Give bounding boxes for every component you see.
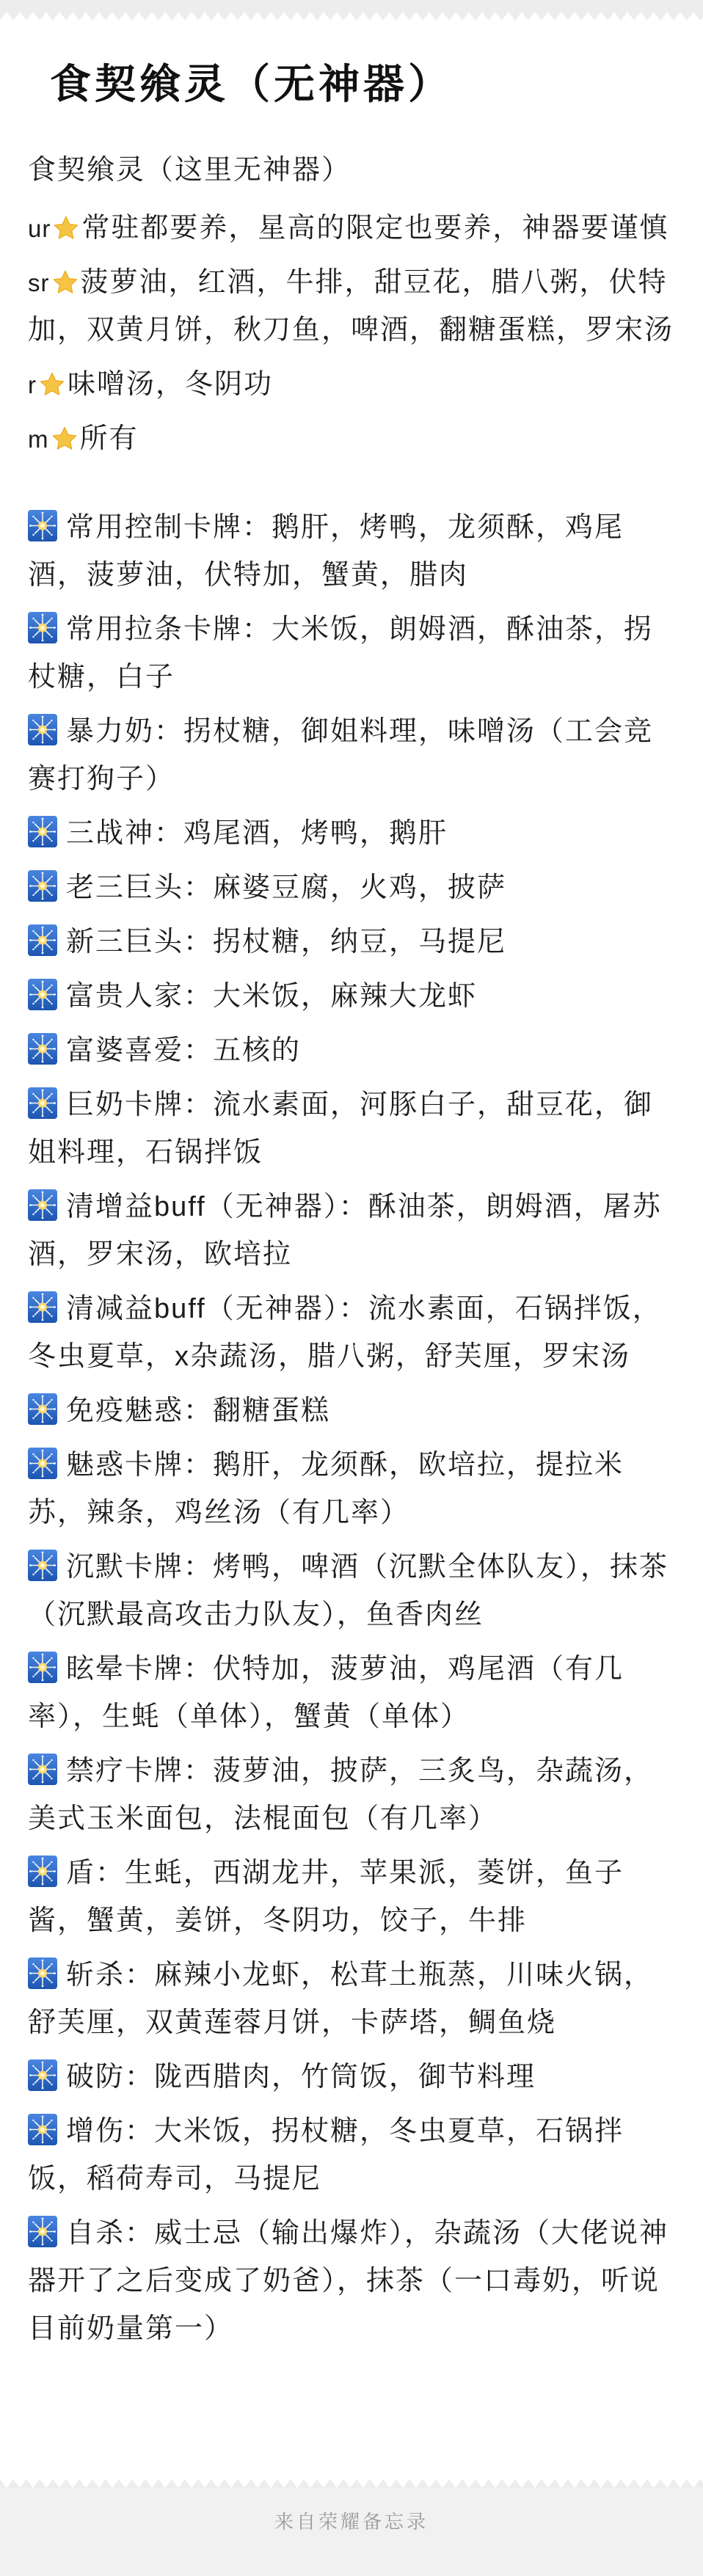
- list-item: [28, 1027, 675, 1075]
- bullet-text: 新三巨头：拐杖糖，纳豆，马提尼: [66, 927, 507, 957]
- list-item: [28, 606, 675, 701]
- list-item: [28, 810, 675, 858]
- bullet-text: 斩杀：麻辣小龙虾，松茸土瓶蒸，川味火锅，舒芙厘，双黄莲蓉月饼，卡萨塔，鲷鱼烧: [28, 1960, 654, 2038]
- rarity-note-line: [28, 259, 675, 354]
- page-background-band: [0, 0, 703, 12]
- rarity-notes-section: [28, 205, 675, 463]
- list-item: [28, 1748, 675, 1843]
- fireworks-icon: [28, 1450, 66, 1481]
- list-item: [28, 2108, 675, 2203]
- fireworks-icon: [28, 1552, 66, 1583]
- rarity-prefix: m: [28, 426, 49, 453]
- rarity-note-line: [28, 415, 675, 463]
- bullet-text: 富婆喜爱：五核的: [66, 1035, 302, 1066]
- star-icon: [37, 369, 68, 400]
- star-icon: [50, 267, 81, 298]
- footer: [0, 2488, 703, 2576]
- footer-source-note: 来自荣耀备忘录: [274, 2511, 429, 2533]
- fireworks-icon: [28, 1192, 66, 1222]
- fireworks-icon: [28, 927, 66, 957]
- fireworks-icon: [28, 2116, 66, 2147]
- fireworks-icon: [28, 1395, 66, 1426]
- bullet-text: 免疫魅惑：翻糖蛋糕: [66, 1395, 331, 1426]
- rarity-prefix: ur: [28, 215, 51, 242]
- bullet-text: 沉默卡牌：烤鸭，啤酒（沉默全体队友），抹茶（沉默最高攻击力队友），鱼香肉丝: [28, 1552, 669, 1630]
- bullet-text: 常用拉条卡牌：大米饭，朗姆酒，酥油茶，拐杖糖，白子: [28, 614, 654, 693]
- fireworks-icon: [28, 872, 66, 903]
- fireworks-icon: [28, 2062, 66, 2092]
- bullet-text: 自杀：威士忌（输出爆炸），杂蔬汤（大佬说神器开了之后变成了奶爸），抹茶（一口毒奶，听说目前奶量第一）: [28, 2218, 669, 2344]
- torn-edge-top: [0, 12, 703, 21]
- bullet-text: 三战神：鸡尾酒，烤鸭，鹅肝: [66, 818, 448, 849]
- fireworks-icon: [28, 2218, 66, 2249]
- rarity-prefix: sr: [28, 269, 50, 296]
- note-text: 菠萝油，红酒，牛排，甜豆花，腊八粥，伏特加，双黄月饼，秋刀鱼，啤酒，翻糖蛋糕，罗宋汤: [28, 267, 674, 346]
- list-item: [28, 2210, 675, 2353]
- fireworks-icon: [28, 1090, 66, 1120]
- list-item: [28, 973, 675, 1021]
- list-item: [28, 1952, 675, 2047]
- list-item: [28, 919, 675, 966]
- bullet-text: 老三巨头：麻婆豆腐，火鸡，披萨: [66, 872, 507, 903]
- fireworks-icon: [28, 1960, 66, 1991]
- fireworks-icon: [28, 1294, 66, 1324]
- list-item: [28, 2054, 675, 2101]
- card-tips-section: [28, 504, 675, 2353]
- list-item: [28, 1387, 675, 1435]
- list-item: [28, 1442, 675, 1537]
- fireworks-icon: [28, 981, 66, 1012]
- bullet-text: 清增益buff（无神器）：酥油茶，朗姆酒，屠苏酒，罗宋汤，欧培拉: [28, 1192, 662, 1270]
- fireworks-icon: [28, 1654, 66, 1685]
- bullet-text: 巨奶卡牌：流水素面，河豚白子，甜豆花，御姐料理，石锅拌饭: [28, 1090, 654, 1168]
- rarity-note-line: [28, 361, 675, 409]
- fireworks-icon: [28, 1035, 66, 1066]
- star-icon: [51, 213, 81, 244]
- bullet-text: 破防：陇西腊肉，竹筒饭，御节料理: [66, 2062, 536, 2092]
- note-page: [0, 21, 703, 2479]
- fireworks-icon: [28, 1756, 66, 1787]
- bullet-text: 增伤：大米饭，拐杖糖，冬虫夏草，石锅拌饭，稻荷寿司，马提尼: [28, 2116, 624, 2194]
- list-item: [28, 708, 675, 803]
- fireworks-icon: [28, 716, 66, 747]
- list-item: [28, 1646, 675, 1741]
- fireworks-icon: [28, 818, 66, 849]
- list-item: [28, 864, 675, 912]
- note-subtitle: 食契飨灵（这里无神器）: [28, 155, 352, 186]
- page-title: 食契飨灵（无神器）: [50, 61, 453, 107]
- bullet-text: 禁疗卡牌：菠萝油，披萨，三炙鸟，杂蔬汤，美式玉米面包，法棍面包（有几率）: [28, 1756, 654, 1834]
- list-item: [28, 1081, 675, 1177]
- list-item: [28, 1850, 675, 1945]
- fireworks-icon: [28, 614, 66, 645]
- bullet-text: 暴力奶：拐杖糖，御姐料理，味噌汤（工会竞赛打狗子）: [28, 716, 654, 795]
- bullet-text: 富贵人家：大米饭，麻辣大龙虾: [66, 981, 478, 1012]
- bullet-text: 盾：生蚝，西湖龙井，苹果派，菱饼，鱼子酱，蟹黄，姜饼，冬阴功，饺子，牛排: [28, 1858, 624, 1936]
- rarity-prefix: r: [28, 371, 37, 398]
- star-icon: [49, 423, 80, 454]
- bullet-text: 常用控制卡牌：鹅肝，烤鸭，龙须酥，鸡尾酒，菠萝油，伏特加，蟹黄，腊肉: [28, 512, 624, 591]
- fireworks-icon: [28, 512, 66, 543]
- list-item: [28, 1544, 675, 1639]
- list-item: [28, 1183, 675, 1279]
- note-text: 所有: [79, 423, 139, 454]
- list-item: [28, 504, 675, 599]
- fireworks-icon: [28, 1858, 66, 1889]
- note-text: 常驻都要养，星高的限定也要养，神器要谨慎: [81, 213, 669, 244]
- torn-edge-bottom: [0, 2479, 703, 2488]
- rarity-note-line: [28, 205, 675, 252]
- bullet-text: 眩晕卡牌：伏特加，菠萝油，鸡尾酒（有几率），生蚝（单体），蟹黄（单体）: [28, 1654, 624, 1732]
- bullet-text: 魅惑卡牌：鹅肝，龙须酥，欧培拉，提拉米苏，辣条，鸡丝汤（有几率）: [28, 1450, 624, 1528]
- bullet-text: 清减益buff（无神器）：流水素面，石锅拌饭，冬虫夏草，x杂蔬汤，腊八粥，舒芙厘，罗宋汤: [28, 1294, 662, 1372]
- note-text: 味噌汤，冬阴功: [68, 369, 274, 400]
- list-item: [28, 1285, 675, 1381]
